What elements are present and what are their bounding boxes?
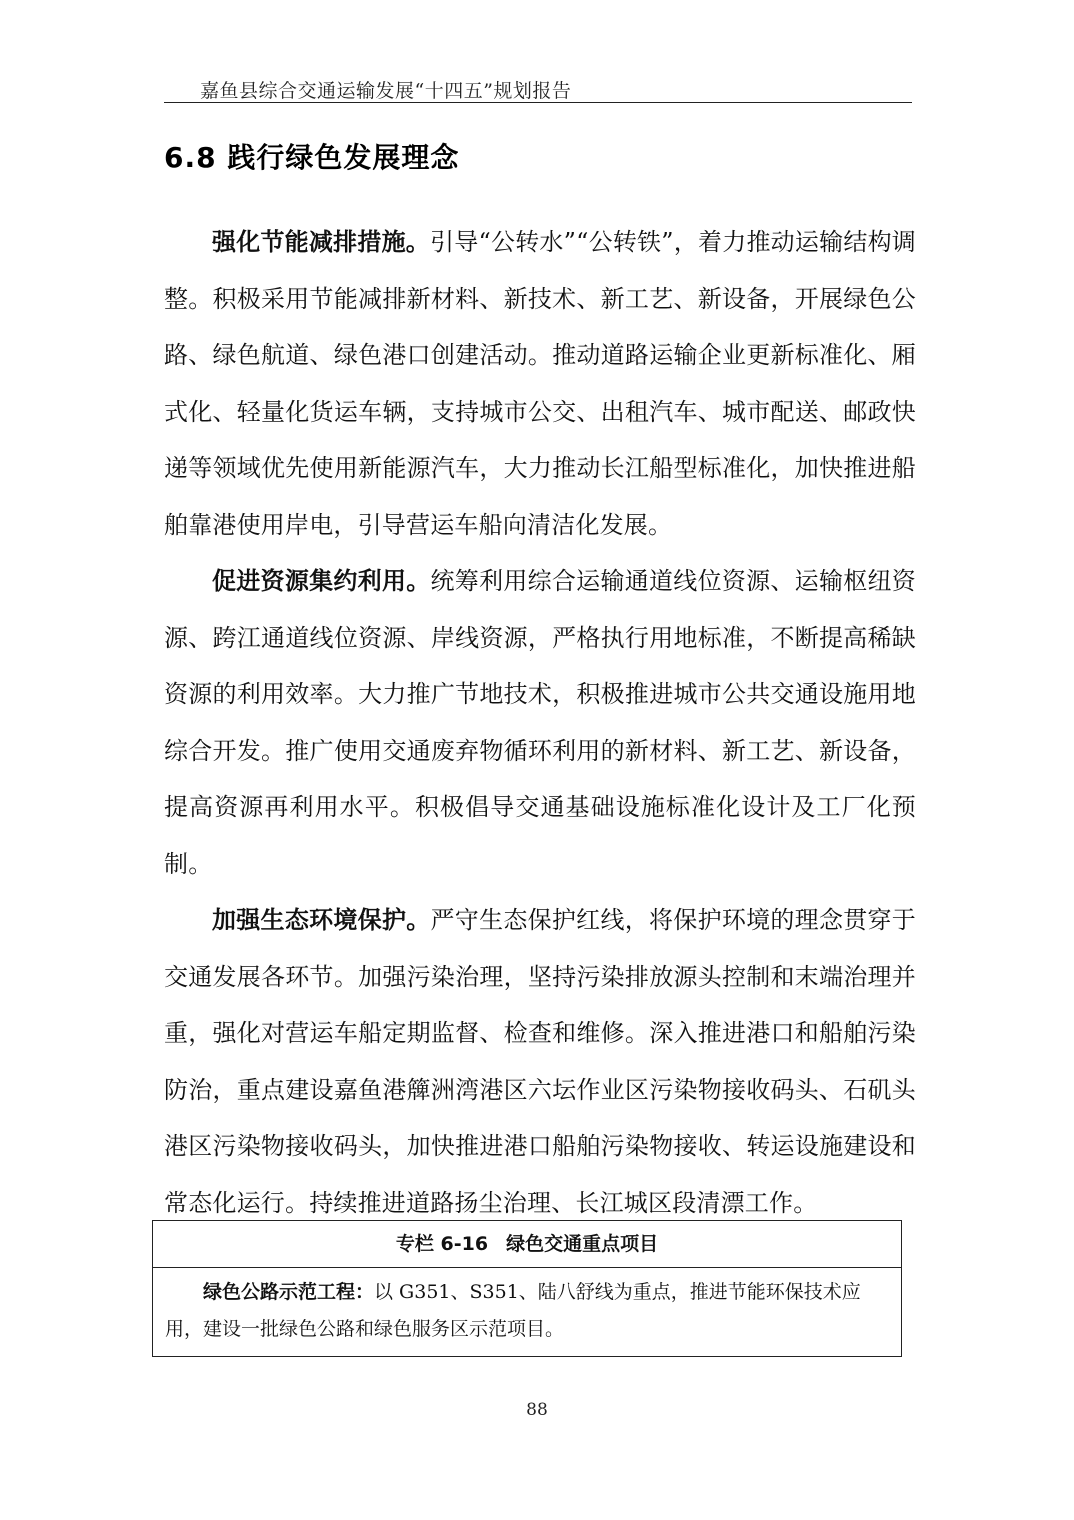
- paragraph-lead: 促进资源集约利用。: [212, 566, 431, 595]
- paragraph-eco-protection: [164, 892, 916, 1231]
- feature-box-number: 专栏 6-16: [395, 1233, 489, 1255]
- feature-item-text: 以 G351、S351、陆八舒线为重点，推进节能环保技术应用，建设一批绿色公路和绿色服务区示范项目。: [165, 1281, 861, 1340]
- paragraph-lead: 强化节能减排措施。: [212, 227, 431, 256]
- paragraph-energy-saving: [164, 214, 916, 553]
- paragraph-text: 引导“公转水”“公转铁”，着力推动运输结构调整。积极采用节能减排新材料、新技术、新工艺、新设备，开展绿色公路、绿色航道、绿色港口创建活动。推动道路运输企业更新标准化、厢式化、轻量化货运车辆，支持城市公交、出租汽车、城市配送、邮政快递等领域优先使用新能源汽车，大力推动长江船型标准化，加快推进船舶靠港使用岸电，引导营运车船向清洁化发展。: [164, 228, 916, 539]
- paragraph-resource-use: [164, 553, 916, 892]
- running-title: 嘉鱼县综合交通运输发展“十四五”规划报告: [200, 80, 572, 102]
- feature-item-lead: 绿色公路示范工程：: [203, 1281, 375, 1303]
- paragraph-text: 严守生态保护红线，将保护环境的理念贯穿于交通发展各环节。加强污染治理，坚持污染排放源头控制和末端治理并重，强化对营运车船定期监督、检查和维修。深入推进港口和船舶污染防治，重点建设嘉鱼港簰洲湾港区六坛作业区污染物接收码头、石矶头港区污染物接收码头，加快推进港口船舶污染物接收、转运设施建设和常态化运行。持续推进道路扬尘治理、长江城区段清漂工作。: [164, 906, 916, 1217]
- page-number: 88: [526, 1400, 548, 1420]
- feature-box-title: [153, 1221, 901, 1268]
- paragraph-text: 统筹利用综合运输通道线位资源、运输枢纽资源、跨江通道线位资源、岸线资源，严格执行用地标准，不断提高稀缺资源的利用效率。大力推广节地技术，积极推进城市公共交通设施用地综合开发。推广使用交通废弃物循环利用的新材料、新工艺、新设备，提高资源再利用水平。积极倡导交通基础设施标准化设计及工厂化预制。: [164, 567, 916, 878]
- feature-box-heading: 绿色交通重点项目: [506, 1233, 659, 1255]
- paragraph-lead: 加强生态环境保护。: [212, 905, 431, 934]
- section-title: 6.8 践行绿色发展理念: [164, 141, 460, 174]
- body-text: [164, 214, 916, 1231]
- feature-box-body: [153, 1268, 901, 1356]
- page-header: [164, 74, 912, 103]
- feature-box: [152, 1220, 902, 1357]
